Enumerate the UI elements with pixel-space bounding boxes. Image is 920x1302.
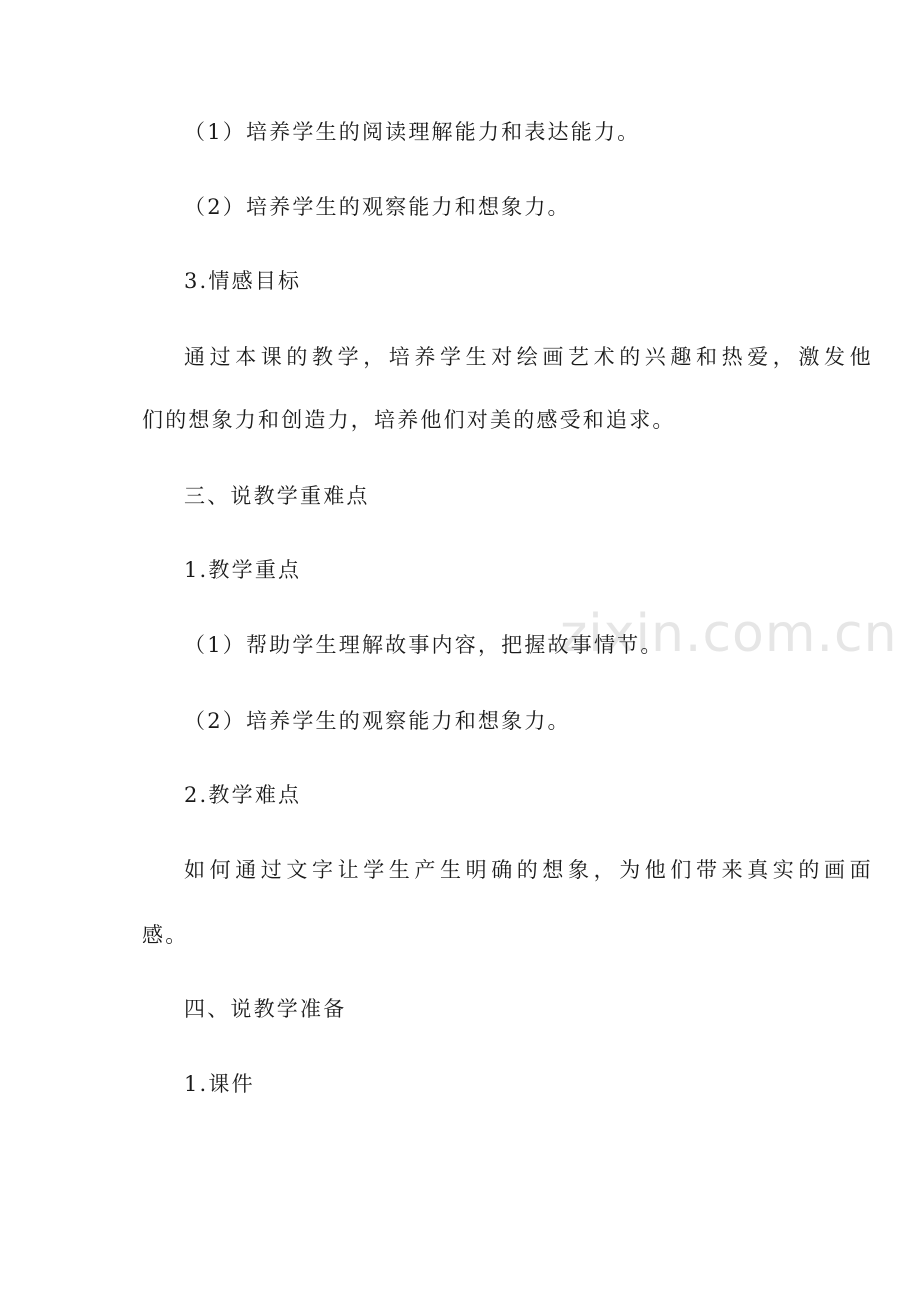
section-heading: 三、说教学重难点: [184, 484, 370, 508]
text-line: （1）培养学生的阅读理解能力和表达能力。: [184, 120, 641, 144]
section-heading: 1.课件: [184, 1072, 255, 1096]
section-heading: 四、说教学准备: [184, 997, 347, 1021]
text-line: 如何通过文字让学生产生明确的想象，为他们带来真实的画面: [184, 858, 876, 882]
section-heading: 3.情感目标: [184, 269, 302, 293]
text-line: （2）培养学生的观察能力和想象力。: [184, 195, 571, 219]
text-line: （2）培养学生的观察能力和想象力。: [184, 709, 571, 733]
watermark: zixin.com.cn: [560, 604, 898, 664]
text-line: 通过本课的教学，培养学生对绘画艺术的兴趣和热爱，激发他: [184, 345, 876, 369]
section-heading: 1.教学重点: [184, 558, 302, 582]
text-line: （1）帮助学生理解故事内容，把握故事情节。: [184, 633, 664, 657]
text-line: 们的想象力和创造力，培养他们对美的感受和追求。: [142, 408, 676, 432]
text-line: 感。: [142, 923, 189, 947]
section-heading: 2.教学难点: [184, 783, 302, 807]
